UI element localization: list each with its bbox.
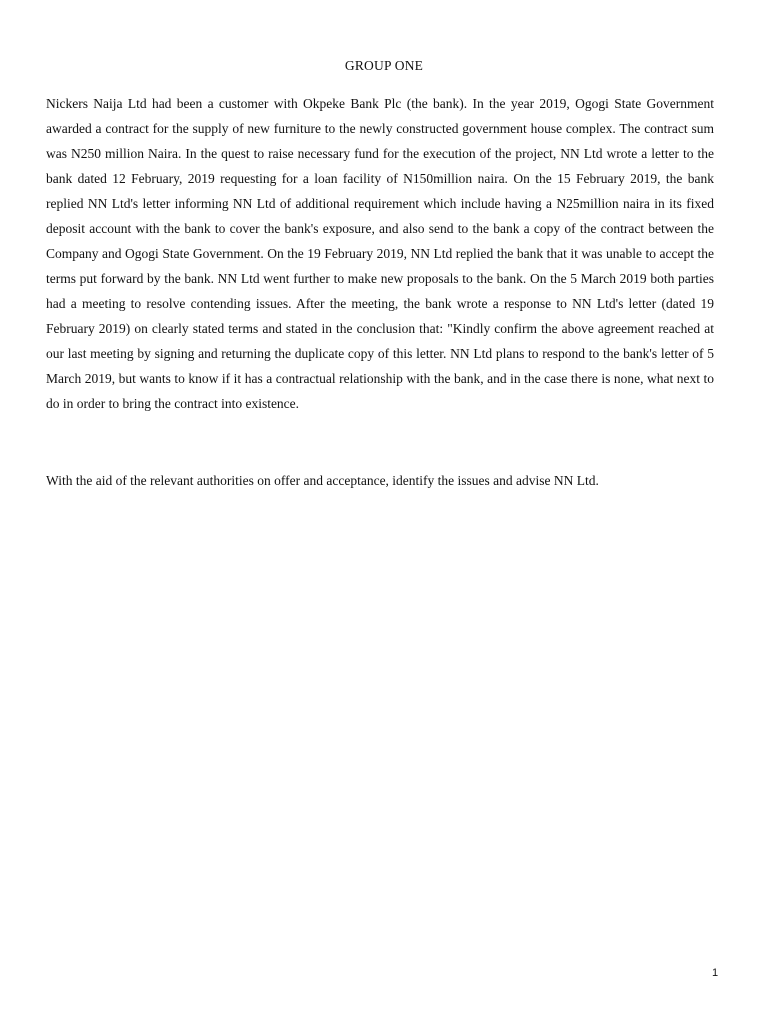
question-text: With the aid of the relevant authorities on offer and acceptance, identify the issues and advise NN Ltd. bbox=[46, 473, 599, 488]
case-paragraph: Nickers Naija Ltd had been a customer with Okpeke Bank Plc (the bank). In the year 2019, Ogogi State Government awarded a contract for the supply of new furniture to the newly constructed government house complex. The contract sum was N250 million Naira. In the quest to raise necessary fund for the execution of the project, NN Ltd wrote a letter to the bank dated 12 February, 2019 requesting for a loan facility of N150million naira. On the 15 February 2019, the bank replied NN Ltd's letter informing NN Ltd of additional requirement which include having a N25million naira in its fixed deposit account with the bank to cover the bank's exposure, and also send to the bank a copy of the contract between the Company and Ogogi State Government. On the 19 February 2019, NN Ltd replied the bank that it was unable to accept the terms put forward by the bank. NN Ltd went further to make new proposals to the bank. On the 5 March 2019 both parties had a meeting to resolve contending issues. After the meeting, the bank wrote a response to NN Ltd's letter (dated 19 February 2019) on clearly stated terms and stated in the conclusion that: "Kindly confirm the above agreement reached at our last meeting by signing and returning the duplicate copy of this letter. NN Ltd plans to respond to the bank's letter of 5 March 2019, but wants to know if it has a contractual relationship with the bank, and in the case there is none, what next to do in order to bring the contract into existence. bbox=[46, 96, 714, 411]
document-title: GROUP ONE bbox=[344, 58, 424, 73]
page-number: 1 bbox=[712, 967, 719, 979]
